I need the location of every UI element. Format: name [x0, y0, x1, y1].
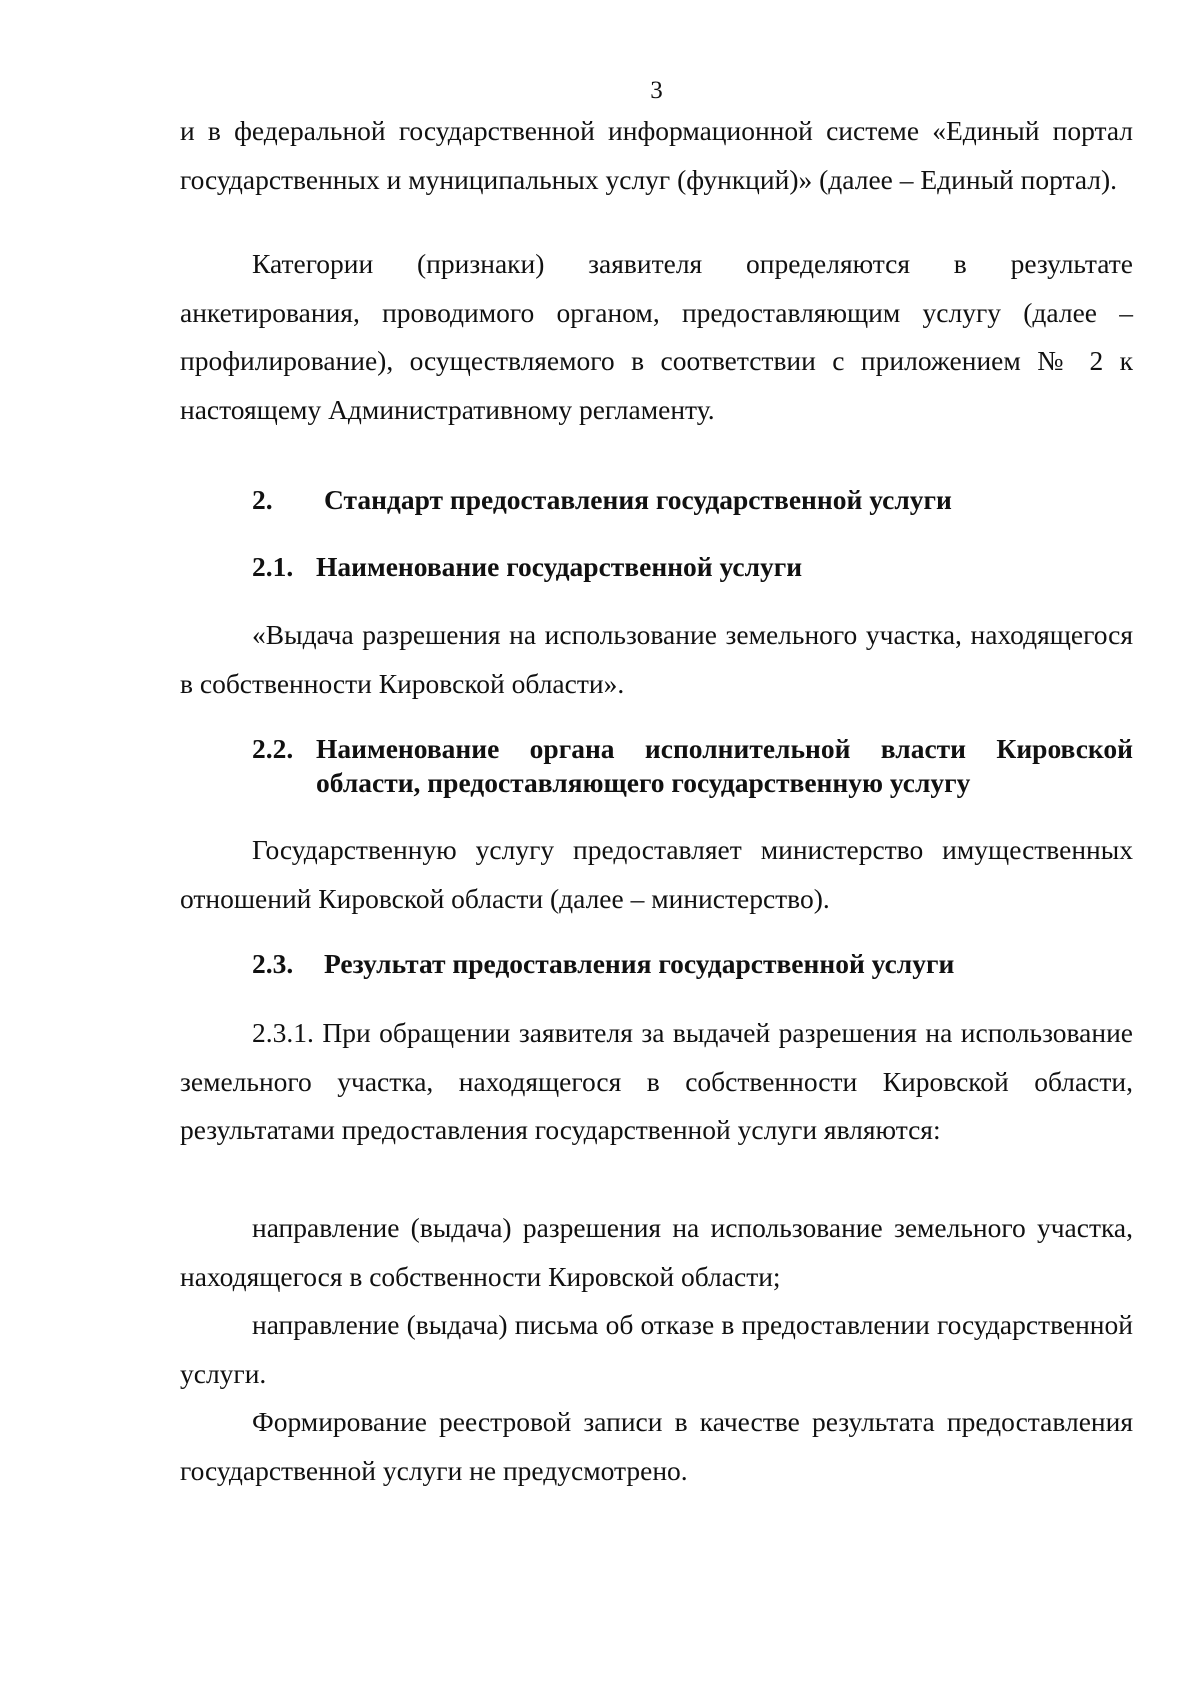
paragraph-applicant-categories: Категории (признаки) заявителя определяются в результате анкетирования, проводимого органом, предоставляющим услугу (далее – профилирование), осуществляемого в соответствии с приложением № 2 к настоящему Административному регламенту. — [180, 248, 1133, 425]
heading-title: Наименование государственной услуги — [316, 551, 803, 582]
heading-number: 2.1. — [252, 551, 294, 582]
paragraph-results-intro: 2.3.1. При обращении заявителя за выдачей разрешения на использование земельного участка, находящегося в собственности Кировской области, результатами предоставления государственной услуги являются: — [180, 1017, 1133, 1145]
heading-title: Стандарт предоставления государственной услуги — [324, 484, 952, 515]
paragraph-portal: и в федеральной государственной информационной системе «Единый портал государственных и муниципальных услуг (функций)» (далее – Единый портал). — [180, 115, 1133, 195]
paragraph-registry-note: Формирование реестровой записи в качестве результата предоставления государственной услуги не предусмотрено. — [180, 1406, 1133, 1486]
heading-title: Результат предоставления государственной услуги — [324, 948, 955, 979]
heading-number: 2.3. — [252, 948, 294, 979]
heading-number: 2.2. — [252, 733, 294, 764]
paragraph-service-name: «Выдача разрешения на использование земельного участка, находящегося в собственности Кировской области». — [180, 619, 1133, 699]
page-number: 3 — [650, 77, 663, 104]
heading-number: 2. — [252, 484, 273, 515]
heading-title: Наименование органа исполнительной власти Кировской области, предоставляющего государственную услугу — [316, 733, 1133, 798]
paragraph-result-refusal: направление (выдача) письма об отказе в предоставлении государственной услуги. — [180, 1309, 1133, 1389]
paragraph-result-permit: направление (выдача) разрешения на использование земельного участка, находящегося в собственности Кировской области; — [180, 1212, 1133, 1292]
paragraph-ministry: Государственную услугу предоставляет министерство имущественных отношений Кировской области (далее – министерство). — [180, 834, 1133, 914]
